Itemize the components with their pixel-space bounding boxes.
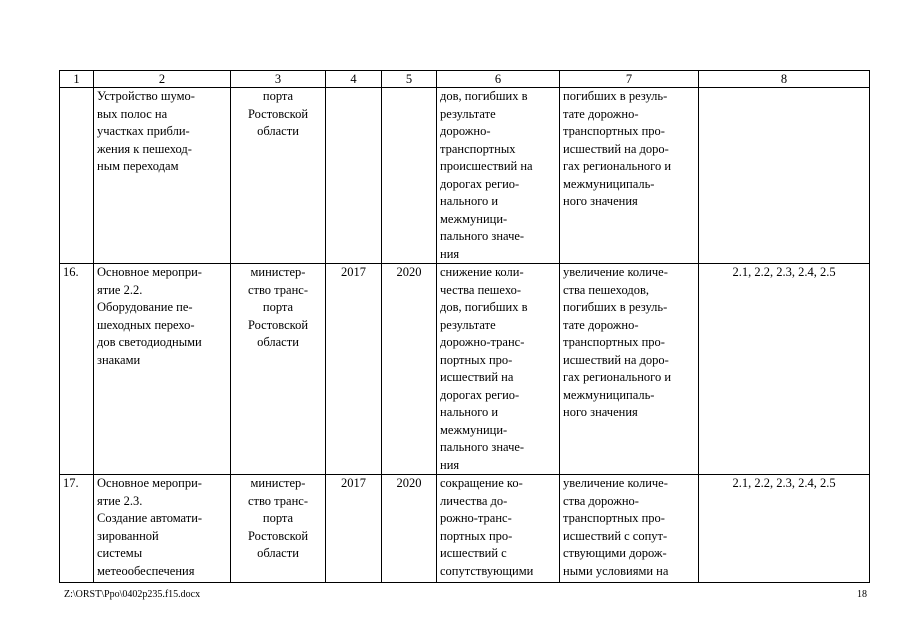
cell-text-line: ния: [440, 457, 460, 472]
end-year-cell: [382, 88, 437, 264]
cell-text-line: чества пешехо-: [440, 282, 521, 297]
header-cell: 7: [560, 71, 699, 88]
link-cell: 2.1, 2.2, 2.3, 2.4, 2.5: [699, 264, 870, 475]
cell-text-line: ства дорожно-: [563, 493, 639, 508]
cell-text-line: происшествий на: [440, 159, 533, 173]
executor-cell: [231, 264, 326, 475]
start-year-cell: [326, 88, 382, 264]
cell-text-line: Создание автомати-: [97, 511, 203, 525]
cell-text-line: снижение коли-: [440, 265, 524, 279]
cell-text-line: нального и: [440, 405, 499, 419]
end-year-cell: 2020: [382, 264, 437, 475]
measure-cell: [94, 475, 231, 583]
result-cell: [437, 264, 560, 475]
consequence-cell: [560, 264, 699, 475]
cell-text-line: транспортных про-: [563, 335, 665, 349]
header-row: [60, 71, 870, 88]
cell-text-line: тате дорожно-: [563, 317, 639, 332]
start-year-cell: 2017: [326, 475, 382, 583]
cell-text-line: министер-: [250, 265, 306, 279]
cell-text-line: Ростовской: [247, 528, 309, 543]
cell-text-line: ствующими дорож-: [563, 546, 667, 560]
table-row: [60, 264, 870, 475]
cell-text-line: пального значе-: [440, 229, 525, 243]
cell-text-line: Оборудование пе-: [97, 300, 193, 314]
cell-text-line: увеличение количе-: [563, 265, 668, 279]
cell-text-line: межмуници-: [440, 422, 508, 437]
measure-cell: [94, 264, 231, 475]
row-number-cell: 17.: [60, 475, 94, 583]
end-year-cell: 2020: [382, 475, 437, 583]
cell-text-line: результате: [440, 106, 496, 121]
cell-text-line: транспортных: [440, 141, 516, 156]
table-row: [60, 475, 870, 583]
cell-text-line: системы: [97, 546, 143, 560]
cell-text-line: погибших в резуль-: [563, 300, 668, 314]
cell-text-line: вых полос на: [97, 106, 168, 121]
cell-text-line: жения к пешеход-: [97, 141, 192, 156]
cell-text-line: транспортных про-: [563, 511, 665, 525]
cell-text-line: Основное меропри-: [97, 265, 202, 279]
cell-text-line: знаками: [97, 352, 141, 367]
cell-text-line: сокращение ко-: [440, 476, 523, 490]
executor-cell: [231, 88, 326, 264]
link-cell: [699, 88, 870, 264]
cell-text-line: дорогах регио-: [440, 176, 520, 191]
cell-text-line: ного значения: [563, 405, 638, 419]
cell-text-line: межмуниципаль-: [563, 176, 655, 191]
cell-text-line: дорогах регио-: [440, 387, 520, 402]
cell-text-line: Ростовской: [247, 106, 309, 121]
header-cell: 3: [231, 71, 326, 88]
executor-cell: [231, 475, 326, 583]
cell-text-line: ным переходам: [97, 159, 179, 173]
cell-text-line: сопутствующими: [440, 563, 534, 578]
cell-text-line: ного значения: [563, 194, 638, 208]
cell-text-line: участках прибли-: [97, 124, 190, 138]
cell-text-line: гах регионального и: [563, 370, 672, 384]
cell-text-line: порта: [262, 511, 294, 525]
cell-text-line: зированной: [97, 528, 159, 543]
cell-text-line: ство транс-: [247, 493, 309, 508]
header-cell: 2: [94, 71, 231, 88]
cell-text-line: тате дорожно-: [563, 106, 639, 121]
cell-text-line: рожно-транс-: [440, 511, 512, 525]
table-row: [60, 88, 870, 264]
cell-text-line: ными условиями на: [563, 563, 669, 578]
cell-text-line: исшествий на доро-: [563, 352, 669, 367]
cell-text-line: исшествий на доро-: [563, 141, 669, 156]
cell-text-line: дов светодиодными: [97, 335, 202, 349]
cell-text-line: гах регионального и: [563, 159, 672, 173]
cell-text-line: области: [257, 124, 299, 138]
cell-text-line: исшествий с: [440, 546, 507, 560]
page-number: 18: [857, 589, 867, 600]
cell-text-line: области: [257, 335, 299, 349]
consequence-cell: [560, 475, 699, 583]
consequence-cell: [560, 88, 699, 264]
cell-text-line: министер-: [250, 476, 306, 490]
cell-text-line: исшествий с сопут-: [563, 528, 668, 543]
cell-text-line: дорожно-: [440, 124, 491, 138]
cell-text-line: погибших в резуль-: [563, 89, 668, 103]
header-cell: 6: [437, 71, 560, 88]
cell-text-line: межмуниципаль-: [563, 387, 655, 402]
result-cell: [437, 475, 560, 583]
cell-text-line: портных про-: [440, 528, 513, 543]
cell-text-line: ятие 2.2.: [97, 282, 143, 297]
cell-text-line: дов, погибших в: [440, 300, 528, 314]
cell-text-line: личества до-: [440, 493, 508, 508]
cell-text-line: области: [257, 546, 299, 560]
row-number-cell: 16.: [60, 264, 94, 475]
cell-text-line: шеходных перехо-: [97, 317, 195, 332]
cell-text-line: метеообеспечения: [97, 563, 195, 578]
link-cell: 2.1, 2.2, 2.3, 2.4, 2.5: [699, 475, 870, 583]
start-year-cell: 2017: [326, 264, 382, 475]
measure-cell: [94, 88, 231, 264]
cell-text-line: межмуници-: [440, 211, 508, 226]
header-cell: 4: [326, 71, 382, 88]
header-cell: 5: [382, 71, 437, 88]
cell-text-line: результате: [440, 317, 496, 332]
result-cell: [437, 88, 560, 264]
cell-text-line: порта: [262, 300, 294, 314]
cell-text-line: порта: [262, 89, 294, 103]
cell-text-line: Устройство шумо-: [97, 89, 195, 103]
cell-text-line: портных про-: [440, 352, 513, 367]
cell-text-line: исшествий на: [440, 370, 514, 384]
cell-text-line: дорожно-транс-: [440, 335, 525, 349]
cell-text-line: увеличение количе-: [563, 476, 668, 490]
cell-text-line: пального значе-: [440, 440, 525, 454]
header-cell: 8: [699, 71, 870, 88]
row-number-cell: [60, 88, 94, 264]
cell-text-line: транспортных про-: [563, 124, 665, 138]
cell-text-line: ство транс-: [247, 282, 309, 297]
cell-text-line: ния: [440, 246, 460, 261]
cell-text-line: Основное меропри-: [97, 476, 202, 490]
header-cell: 1: [60, 71, 94, 88]
footer-file-path: Z:\ORST\Ppo\0402p235.f15.docx: [64, 589, 201, 600]
cell-text-line: ства пешеходов,: [563, 282, 649, 297]
cell-text-line: нального и: [440, 194, 499, 208]
measures-table: [59, 70, 870, 583]
cell-text-line: ятие 2.3.: [97, 493, 143, 508]
cell-text-line: дов, погибших в: [440, 89, 528, 103]
cell-text-line: Ростовской: [247, 317, 309, 332]
